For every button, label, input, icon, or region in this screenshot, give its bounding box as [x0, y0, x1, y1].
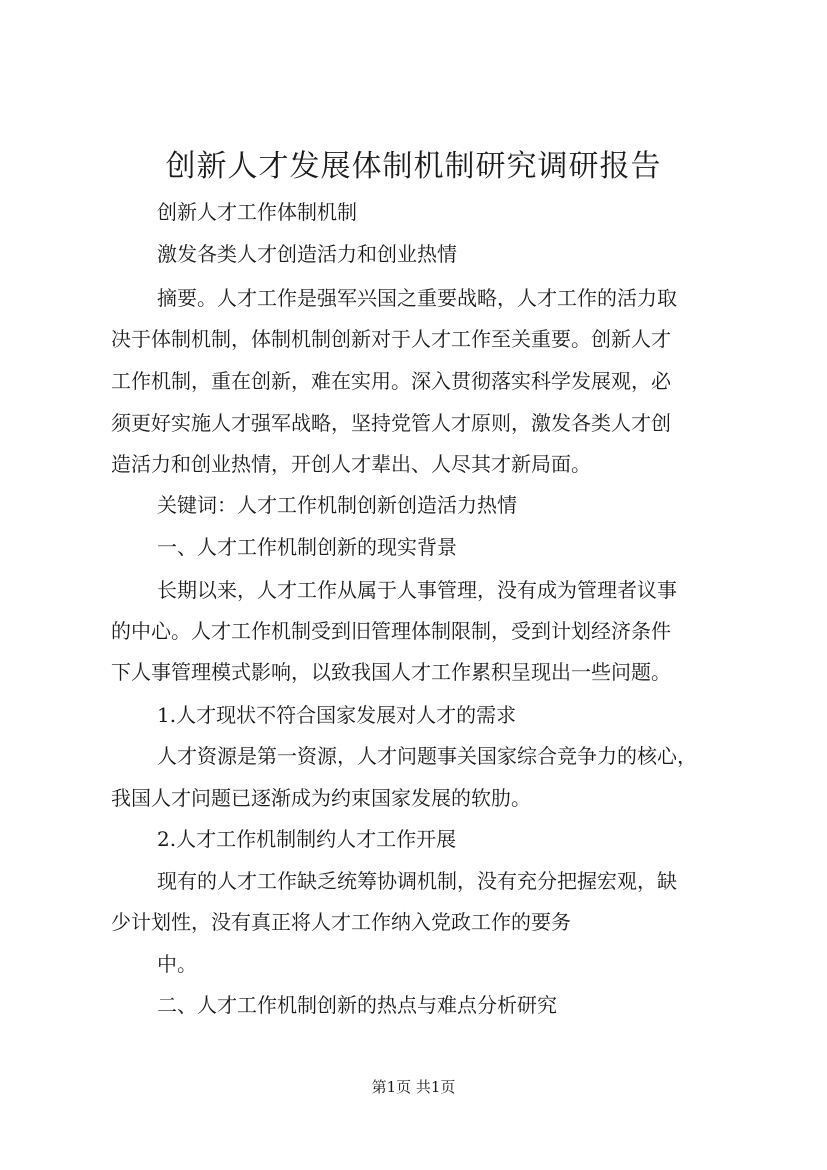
abstract-line: 造活力和创业热情，开创人才辈出、人尽其才新局面。	[111, 452, 591, 476]
paragraph-line: 长期以来，人才工作从属于人事管理，没有成为管理者议事	[157, 578, 677, 602]
paragraph-line: 现有的人才工作缺乏统筹协调机制，没有充分把握宏观，缺	[157, 869, 677, 893]
abstract-line: 须更好实施人才强军战略，坚持党管人才原则，激发各类人才创	[111, 411, 671, 435]
subsection-heading: 1.人才现状不符合国家发展对人才的需求	[157, 703, 517, 727]
paragraph-line: 人才资源是第一资源，人才问题事关国家综合竞争力的核心，	[157, 744, 697, 768]
abstract-line: 摘要。人才工作是强军兴国之重要战略，人才工作的活力取	[157, 286, 677, 310]
subtitle-line: 激发各类人才创造活力和创业热情	[157, 242, 457, 266]
paragraph-line: 中。	[157, 952, 197, 976]
abstract-line: 工作机制，重在创新，难在实用。深入贯彻落实科学发展观，必	[111, 369, 671, 393]
abstract-line: 决于体制机制，体制机制创新对于人才工作至关重要。创新人才	[111, 327, 671, 351]
document-title: 创新人才发展体制机制研究调研报告	[165, 149, 662, 184]
paragraph-line: 我国人才问题已逐渐成为约束国家发展的软肋。	[111, 786, 531, 810]
paragraph-line: 下人事管理模式影响，以致我国人才工作累积呈现出一些问题。	[111, 660, 671, 684]
subtitle-line: 创新人才工作体制机制	[157, 200, 357, 224]
page-footer: 第1页 共1页	[371, 1078, 456, 1096]
paragraph-line: 的中心。人才工作机制受到旧管理体制限制，受到计划经济条件	[111, 619, 671, 643]
section-heading: 二、人才工作机制创新的热点与难点分析研究	[157, 993, 557, 1017]
paragraph-line: 少计划性，没有真正将人才工作纳入党政工作的要务	[111, 910, 571, 934]
section-heading: 一、人才工作机制创新的现实背景	[157, 535, 457, 559]
keywords-line: 关键词：人才工作机制创新创造活力热情	[157, 493, 517, 517]
subsection-heading: 2.人才工作机制制约人才工作开展	[157, 827, 457, 851]
